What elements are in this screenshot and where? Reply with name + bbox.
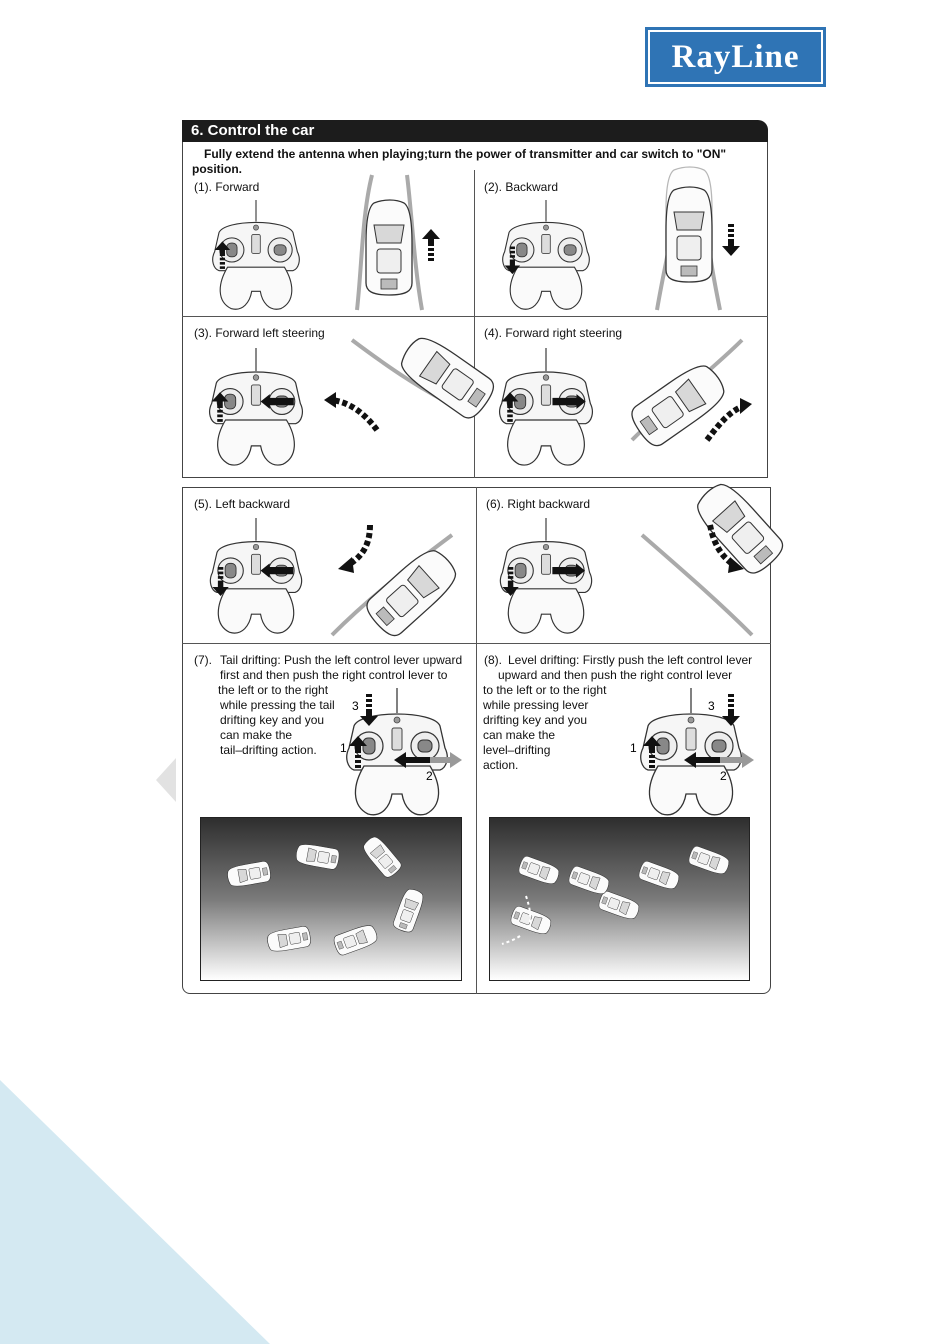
remote-forward-right-figure — [490, 348, 602, 468]
remote-backward-figure — [490, 200, 602, 312]
step-tail-drift-number: (7). — [194, 653, 212, 667]
step-level-drift-text: Level drifting: Firstly push the left control lever upward and then push the right control lever to the left or to the right while pressing lever drifting key and you can make the level–drifting action. — [483, 653, 753, 772]
intro-text: Fully extend the antenna when playing;turn the power of transmitter and car switch to "ON" position. — [192, 147, 727, 176]
section-header — [182, 120, 768, 142]
car-right-backward-figure — [622, 495, 767, 640]
corner-decoration — [0, 1080, 270, 1344]
marker-1: 1 — [340, 741, 347, 755]
tail-drift-scene — [200, 817, 462, 981]
step-forward-left-label: (3). Forward left steering — [194, 326, 325, 340]
car-backward-figure — [652, 170, 762, 310]
step-left-backward-label: (5). Left backward — [194, 497, 291, 511]
marker-3: 3 — [352, 699, 359, 713]
marker-1: 1 — [630, 741, 637, 755]
car-forward-right-figure — [612, 330, 762, 470]
logo-text: RayLine — [671, 38, 800, 75]
section-title: 6. Control the car — [191, 122, 315, 139]
marker-2: 2 — [720, 769, 727, 783]
page-turn-icon — [156, 758, 176, 802]
remote-left-backward-figure — [200, 518, 312, 636]
car-forward-left-figure — [322, 330, 467, 470]
step-right-backward-label: (6). Right backward — [486, 497, 591, 511]
remote-tail-drift-figure — [332, 680, 467, 810]
step-forward-right-label: (4). Forward right steering — [484, 326, 623, 340]
step-forward-label: (1). Forward — [194, 180, 260, 194]
car-forward-figure — [352, 175, 462, 310]
control-instructions — [182, 120, 771, 995]
rayline-logo — [645, 27, 826, 87]
car-left-backward-figure — [322, 495, 472, 640]
remote-right-backward-figure — [490, 518, 602, 636]
step-tail-drift-text: Tail drifting: Push the left control lever upward first and then push the right control lever to the left or to the right while pressing the tail drifting key and you can make the tail–drifting action. — [218, 653, 463, 757]
level-drift-scene — [489, 817, 750, 981]
marker-2: 2 — [426, 769, 433, 783]
remote-level-drift-figure — [622, 680, 762, 810]
remote-forward-figure — [200, 200, 312, 312]
marker-3: 3 — [708, 699, 715, 713]
step-backward-label: (2). Backward — [484, 180, 559, 194]
remote-forward-left-figure — [200, 348, 312, 468]
step-level-drift-number: (8). — [484, 653, 502, 667]
